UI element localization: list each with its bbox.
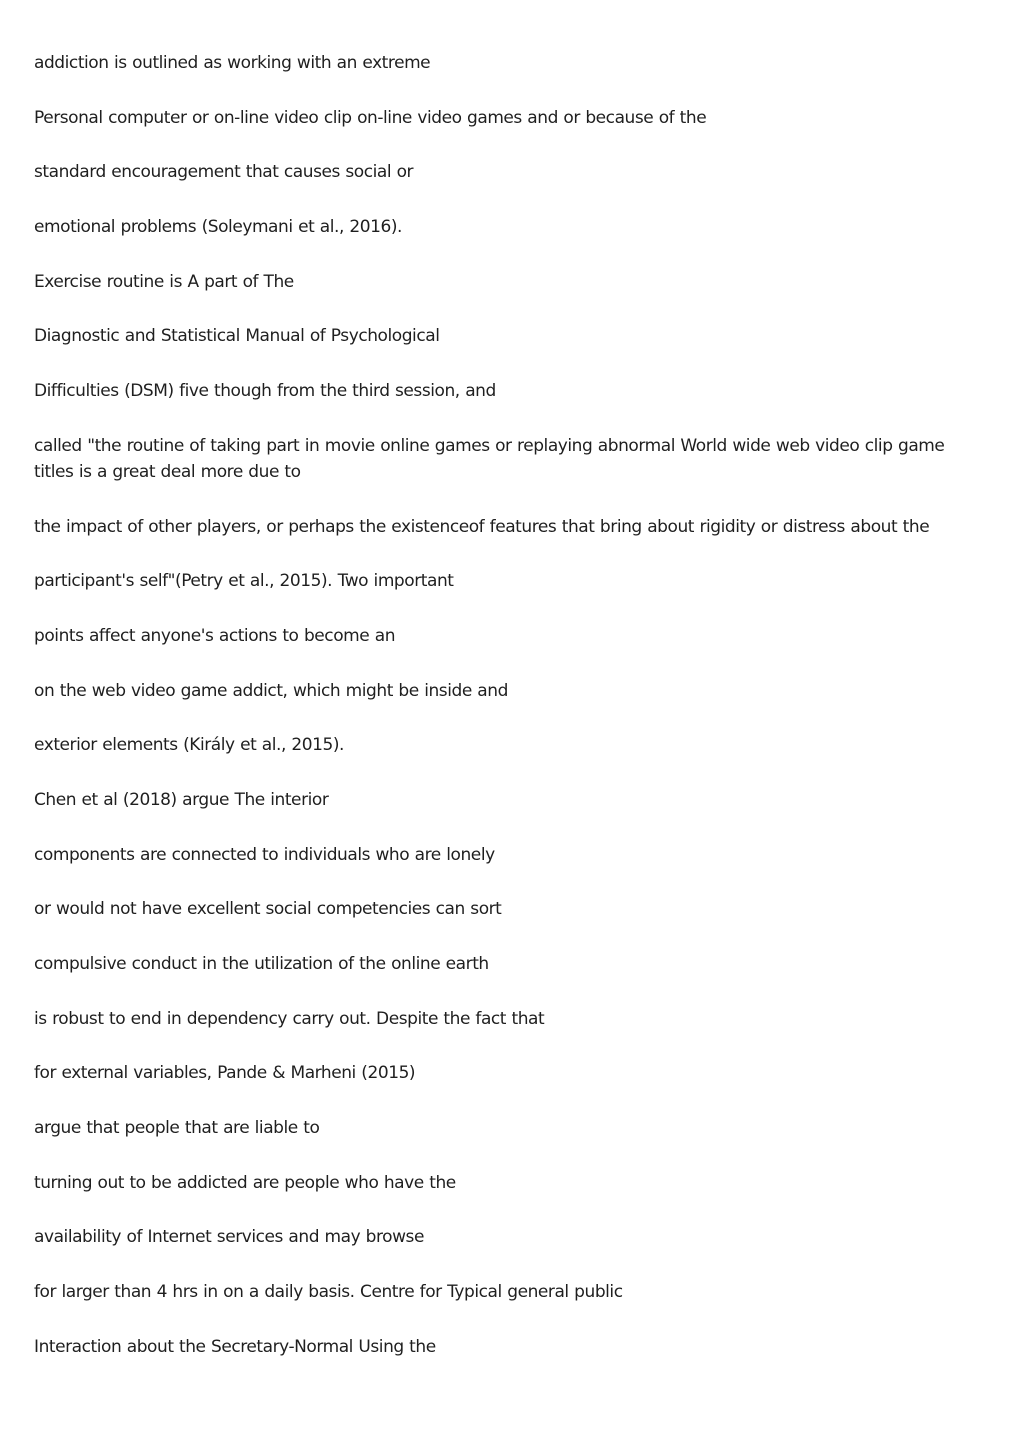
paragraph-5: Exercise routine is A part of The <box>34 271 294 292</box>
paragraph-17: compulsive conduct in the utilization of the online earth <box>34 954 489 974</box>
paragraph-8: called "the routine of taking part in movie online games or replaying abnormal World wide web video clip game titles is a great deal more due to <box>34 435 945 482</box>
paragraph-14: Chen et al (2018) argue The interior <box>34 789 329 810</box>
paragraph-11: points affect anyone's actions to become an <box>34 625 396 646</box>
paragraph-2: Personal computer or on-line video clip on-line video games and or because of the <box>34 107 707 128</box>
paragraph-20: argue that people that are liable to <box>34 1118 320 1139</box>
paragraph-19: for external variables, Pande & Marheni (2015) <box>34 1063 416 1084</box>
paragraph-22: availability of Internet services and may browse <box>34 1227 424 1248</box>
paragraph-24: Interaction about the Secretary-Normal Using the <box>34 1336 436 1357</box>
paragraph-10: participant's self"(Petry et al., 2015). Two important <box>34 571 454 592</box>
paragraph-23: for larger than 4 hrs in on a daily basis. Centre for Typical general public <box>34 1282 623 1303</box>
paragraph-6: Diagnostic and Statistical Manual of Psychological <box>34 326 440 347</box>
paragraph-7: Difficulties (DSM) five though from the third session, and <box>34 381 496 402</box>
paragraph-4: emotional problems (Soleymani et al., 2016). <box>34 217 402 238</box>
paragraph-21: turning out to be addicted are people who have the <box>34 1172 456 1193</box>
paragraph-3: standard encouragement that causes social or <box>34 162 414 183</box>
paragraph-1: addiction is outlined as working with an extreme <box>34 53 431 73</box>
paragraph-18: is robust to end in dependency carry out. Despite the fact that <box>34 1008 545 1029</box>
paragraph-9: the impact of other players, or perhaps the existenceof features that bring about rigidity or distress about the <box>34 516 930 537</box>
paragraph-15: components are connected to individuals who are lonely <box>34 844 495 865</box>
document-body <box>34 50 984 1389</box>
paragraph-13: exterior elements (Király et al., 2015). <box>34 735 344 756</box>
paragraph-16: or would not have excellent social competencies can sort <box>34 899 502 920</box>
paragraph-12: on the web video game addict, which might be inside and <box>34 680 508 701</box>
